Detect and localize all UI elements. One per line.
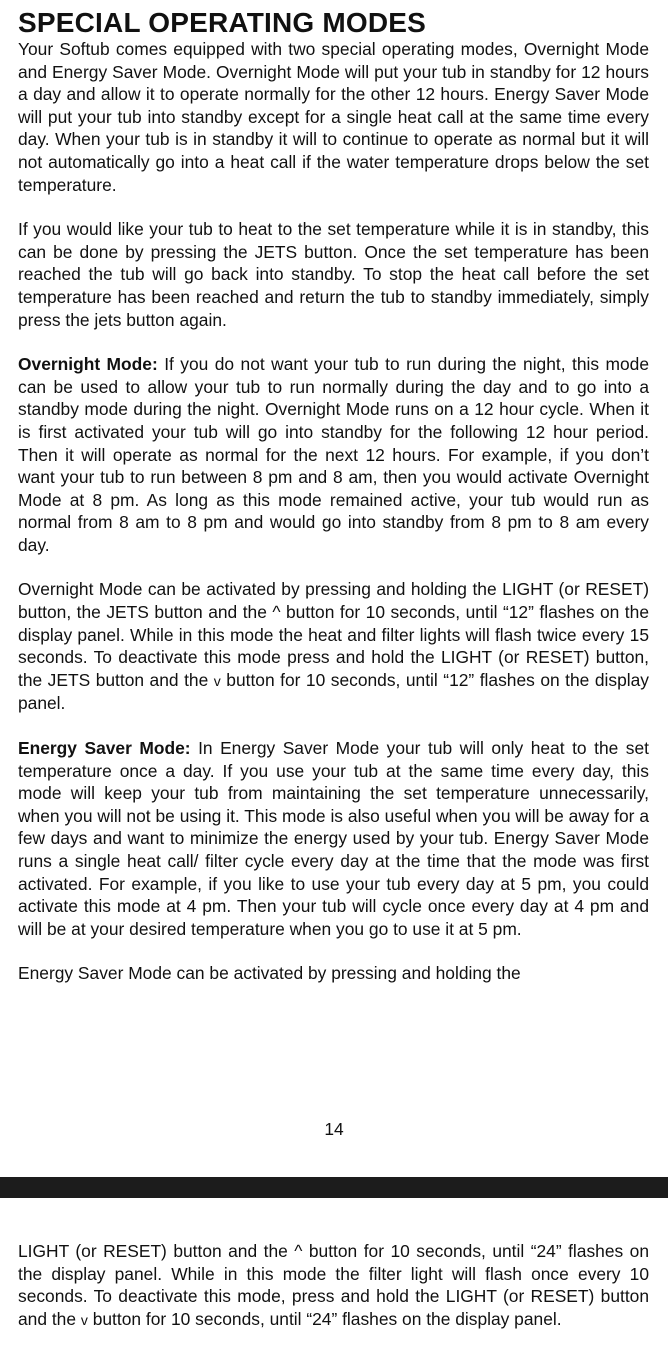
energy-saver-paragraph — [18, 737, 649, 940]
continued-text-b: button for 10 seconds, until “24” flashes on the display panel. — [87, 1308, 562, 1329]
overnight-mode-label: Overnight Mode: — [18, 354, 158, 375]
page-divider — [0, 1177, 668, 1198]
down-button-glyph: v — [213, 672, 221, 689]
energy-saver-label: Energy Saver Mode: — [18, 738, 191, 759]
energy-saver-activation-continued — [18, 1240, 649, 1331]
continued-text-a: LIGHT (or RESET) button and the ^ button for 10 seconds, until “24” flashes on the display panel. While in this mode the filter light will flash once every 10 seconds. To deactivate this mode, press and hold the LIGHT (or RESET) button and the — [18, 1241, 649, 1329]
section-title: SPECIAL OPERATING MODES — [18, 7, 427, 38]
overnight-mode-text: If you do not want your tub to run during the night, this mode can be used to allow your tub to run normally during the day and to go into a standby mode during the night. Overnight Mode runs on a 12 hour cycle. When it is first activated your tub will go into standby for the following 12 hour period. Then it will operate as normal for the next 12 hours. For example, if you don’t want your tub to run between 8 pm and 8 am, then you would activate Overnight Mode at 8 pm. As long as this mode remained active, your tub would run as normal from 8 am to 8 pm and would go into standby from 8 pm to 8 am every day. — [18, 354, 649, 555]
energy-saver-activation-paragraph: Energy Saver Mode can be activated by pressing and holding the — [18, 963, 521, 984]
overnight-mode-paragraph — [18, 353, 649, 556]
next-page-content — [18, 1240, 649, 1331]
overnight-activation-text-a: Overnight Mode can be activated by pressing and holding the LIGHT (or RESET) button, the JETS button and the ^ button for 10 seconds, until “12” flashes on the display panel. While in this mode the heat and filter lights will flash twice every 15 seconds. To deactivate this mode press and hold the LIGHT (or RESET) button, the JETS button and the — [18, 579, 649, 690]
page-number: 14 — [324, 1119, 344, 1139]
energy-saver-text: In Energy Saver Mode your tub will only heat to the set temperature once a day. If you use your tub at the same time every day, this mode will keep your tub from maintaining the set temperature unnecessarily, when you will not be using it. This mode is also useful when you will be away for a few days and want to minimize the energy used by your tub. Energy Saver Mode runs a single heat call/ filter cycle every day at the time that the mode was first activated. For example, if you like to use your tub every day at 5 pm, you could activate this mode at 4 pm. Then your tub will cycle once every day at 4 pm and will be at your desired temperature when you go to use it at 5 pm. — [18, 738, 649, 939]
overnight-activation-text-b: button for 10 seconds, until “12” flashes on the display panel. — [18, 669, 649, 714]
overnight-activation-paragraph — [18, 578, 649, 715]
intro-paragraph: Your Softub comes equipped with two special operating modes, Overnight Mode and Energy Saver Mode. Overnight Mode will put your tub in standby for 12 hours a day and allow it to operate normally for the other 12 hours. Energy Saver Mode will put your tub into standby except for a single heat call at the same time every day. When your tub is in standby it will to continue to operate as normal but it will not automatically go into a heat call if the water temperature drops below the set temperature. — [18, 39, 649, 195]
standby-heat-paragraph: If you would like your tub to heat to the set temperature while it is in standby, this can be done by pressing the JETS button. Once the set temperature has been reached the tub will go back into standby. To stop the heat call before the set temperature has been reached and return the tub to standby immediately, simply press the jets button again. — [18, 219, 649, 330]
down-button-glyph-2: v — [80, 1311, 88, 1328]
